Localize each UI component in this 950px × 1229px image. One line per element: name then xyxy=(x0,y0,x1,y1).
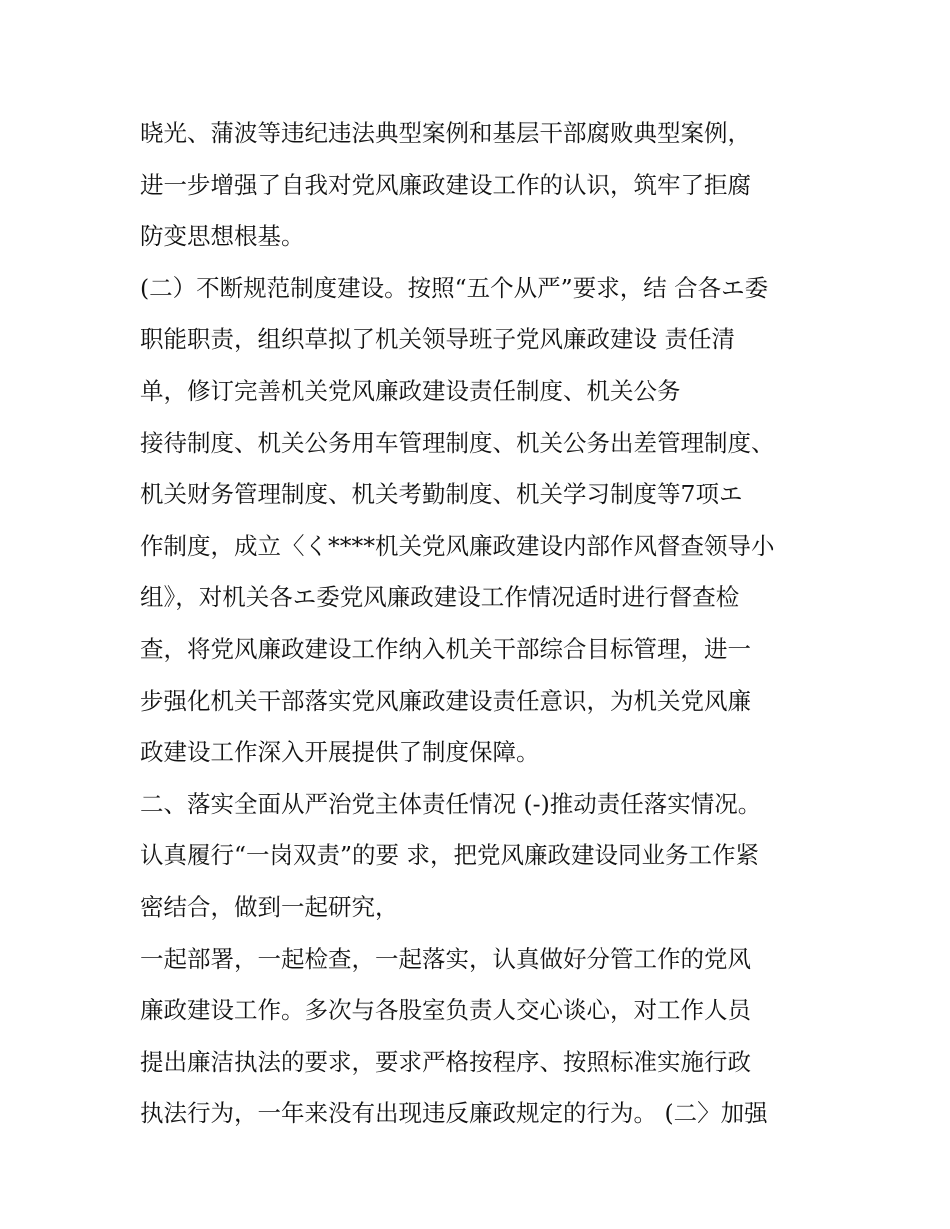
text-line: 防变思想根基。 xyxy=(140,222,305,251)
text-line: 二、落实全面从严治党主体责任情况 (-)推动责任落实情况。 xyxy=(140,789,762,818)
text-line: 作制度，成立〈く****机关党风廉政建设内部作风督查领导小 xyxy=(140,531,775,560)
text-line: 查，将党风廉政建设工作纳入机关干部综合目标管理，进一 xyxy=(140,634,751,663)
text-line: 机关财务管理制度、机关考勤制度、机关学习制度等7项エ xyxy=(140,480,743,509)
text-line: 认真履行“一岗双责”的要 求，把党风廉政建设同业务工作紧 xyxy=(140,841,759,870)
text-line: 步强化机关干部落实党风廉政建设责任意识，为机关党风廉 xyxy=(140,686,751,715)
text-line: 职能职责，组织草拟了机关领导班子党风廉政建设 责任清 xyxy=(140,325,735,354)
text-line: 执法行为，一年来没有出现违反廉政规定的行为。 (二〉加强 xyxy=(140,1099,768,1128)
text-line: 提出廉洁执法的要求，要求严格按程序、按照标准实施行政 xyxy=(140,1047,751,1076)
text-line: 廉政建设工作。多次与各股室负责人交心谈心，对工作人员 xyxy=(140,996,751,1025)
text-line: 密结合，做到一起研究， xyxy=(140,892,399,921)
text-line: 接待制度、机关公务用车管理制度、机关公务出差管理制度、 xyxy=(140,428,775,457)
text-line: 政建设工作深入开展提供了制度保障。 xyxy=(140,738,540,767)
text-line: 进一步增强了自我对党风廉政建设工作的认识，筑牢了拒腐 xyxy=(140,170,751,199)
body-text xyxy=(140,108,820,1140)
text-line: 晓光、蒲波等违纪违法典型案例和基层干部腐败典型案例， xyxy=(140,119,751,147)
text-line: 单，修订完善机关党风廉政建设责任制度、机关公务 xyxy=(140,376,681,405)
text-line: 组》，对机关各エ委党风廉政建设工作情况适时进行督查检 xyxy=(140,583,740,612)
text-line: 一起部署，一起检查，一起落实，认真做好分管工作的党风 xyxy=(140,944,751,973)
text-line: (二）不断规范制度建设。按照“五个从严”要求，结 合各エ委 xyxy=(140,273,769,302)
